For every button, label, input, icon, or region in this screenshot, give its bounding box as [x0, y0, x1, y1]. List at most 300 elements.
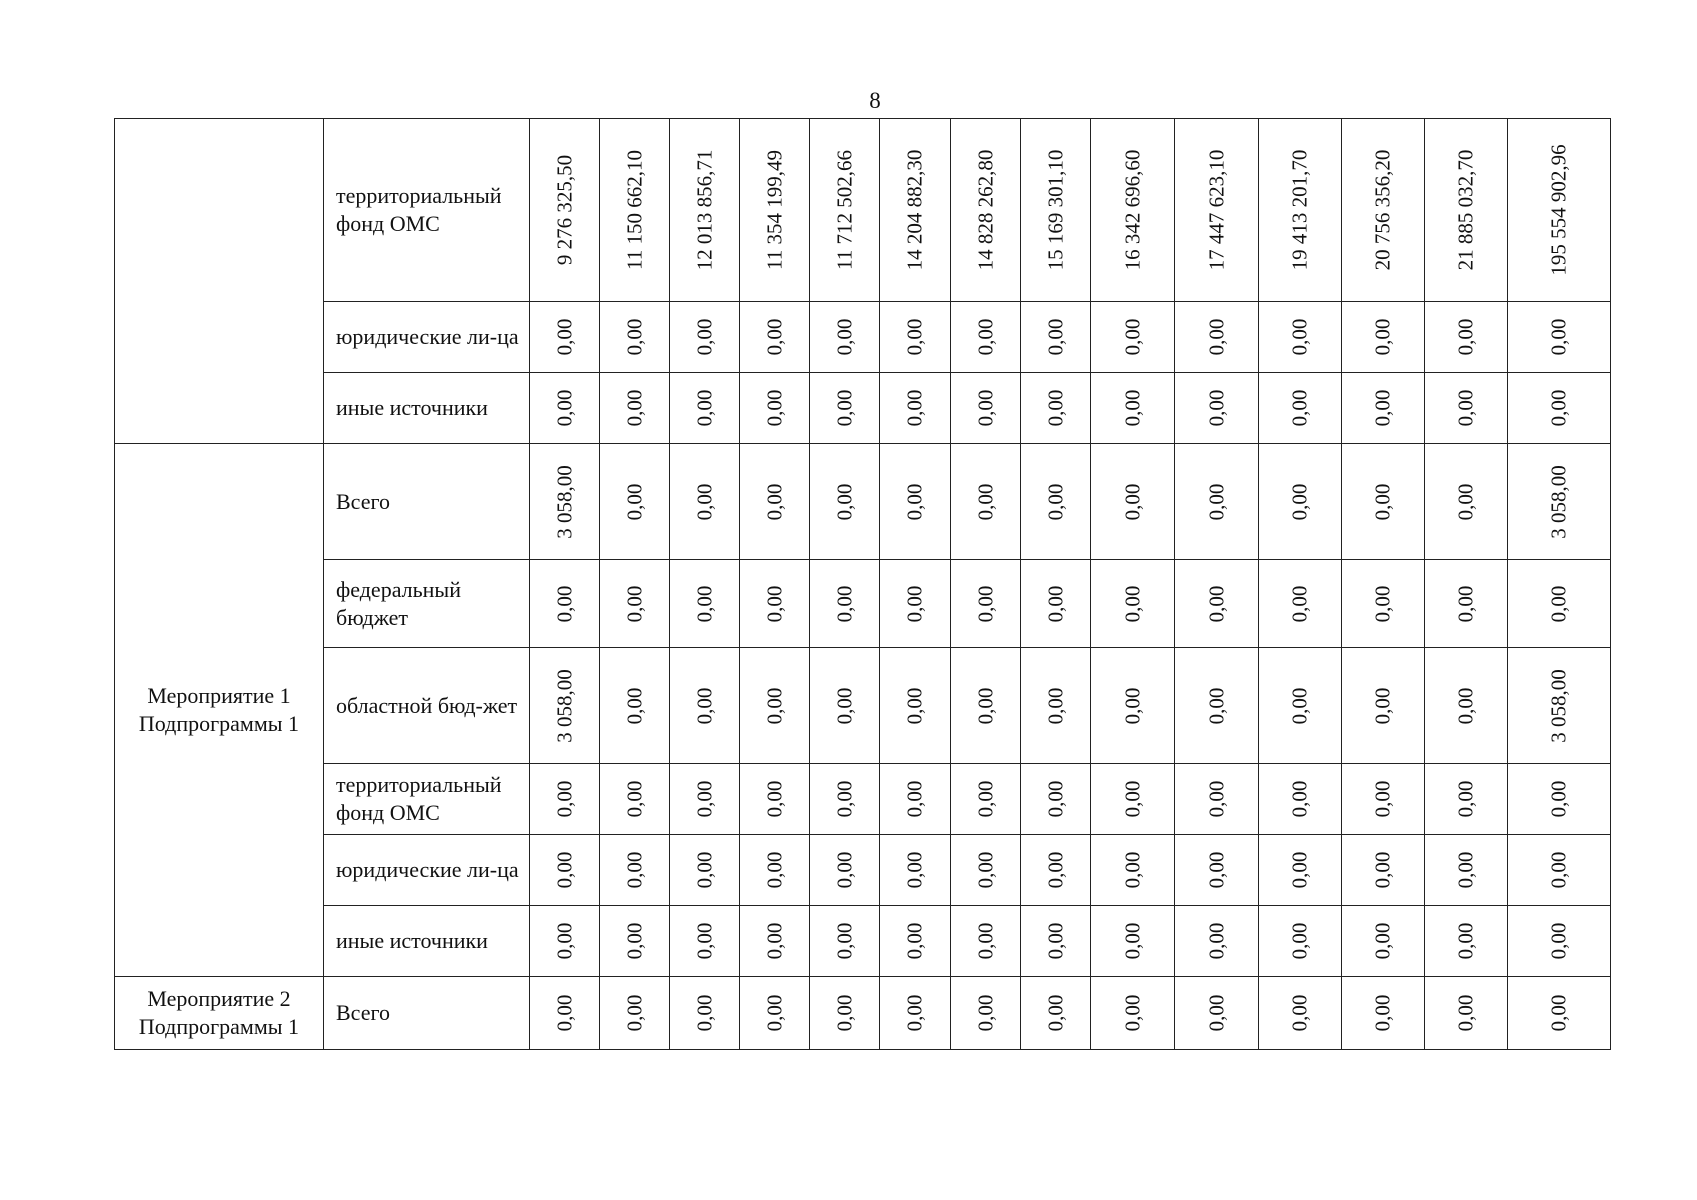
amount-cell — [1508, 648, 1611, 764]
amount-cell — [740, 835, 810, 906]
amount-value: 0,00 — [1546, 851, 1571, 889]
amount-cell — [740, 302, 810, 373]
amount-value: 0,00 — [692, 585, 716, 622]
amount-value: 0,00 — [1453, 483, 1478, 520]
amount-cell — [1425, 906, 1508, 977]
amount-cell — [1091, 444, 1175, 560]
amount-value: 0,00 — [973, 922, 997, 960]
amount-value: 0,00 — [1287, 687, 1312, 724]
amount-cell — [1021, 977, 1091, 1050]
amount-cell — [1259, 835, 1342, 906]
amount-value: 0,00 — [1120, 483, 1144, 520]
amount-value: 0,00 — [902, 922, 927, 960]
amount-cell — [951, 835, 1021, 906]
amount-value: 0,00 — [622, 994, 646, 1032]
amount-cell — [530, 906, 600, 977]
amount-cell — [740, 977, 810, 1050]
amount-cell — [951, 648, 1021, 764]
amount-value: 0,00 — [832, 585, 856, 622]
amount-value: 0,00 — [832, 922, 856, 960]
amount-value: 0,00 — [902, 687, 927, 724]
amount-value: 0,00 — [973, 483, 997, 520]
amount-cell — [530, 373, 600, 444]
amount-value: 0,00 — [1120, 687, 1144, 724]
amount-value: 0,00 — [762, 994, 786, 1032]
amount-cell — [1259, 302, 1342, 373]
amount-value: 12 013 856,71 — [692, 149, 716, 271]
amount-value: 0,00 — [1120, 389, 1144, 427]
amount-value: 0,00 — [552, 585, 576, 622]
amount-cell — [670, 444, 740, 560]
amount-value: 0,00 — [1370, 687, 1395, 724]
amount-value: 0,00 — [1120, 994, 1144, 1032]
amount-cell — [670, 906, 740, 977]
amount-value: 0,00 — [1453, 687, 1478, 724]
amount-cell — [1508, 835, 1611, 906]
amount-value: 0,00 — [832, 687, 856, 724]
amount-cell — [670, 835, 740, 906]
amount-cell — [1342, 119, 1425, 302]
amount-value: 0,00 — [552, 389, 576, 427]
amount-cell — [810, 560, 880, 648]
amount-value: 0,00 — [1204, 389, 1228, 427]
amount-cell — [600, 835, 670, 906]
amount-cell — [810, 444, 880, 560]
amount-cell — [1425, 302, 1508, 373]
amount-value: 0,00 — [973, 585, 997, 622]
amount-cell — [1259, 648, 1342, 764]
amount-cell — [880, 764, 951, 835]
amount-cell — [880, 648, 951, 764]
amount-value: 0,00 — [1546, 780, 1571, 818]
amount-value: 0,00 — [762, 389, 786, 427]
amount-cell — [1508, 119, 1611, 302]
table-row — [115, 560, 1611, 648]
amount-value: 0,00 — [832, 851, 856, 889]
event-name-cell — [115, 119, 324, 444]
amount-cell — [600, 906, 670, 977]
amount-cell — [880, 119, 951, 302]
funding-source-cell: иные источники — [324, 373, 530, 444]
amount-cell — [1508, 906, 1611, 977]
amount-cell — [1342, 560, 1425, 648]
amount-value: 0,00 — [762, 922, 786, 960]
amount-value: 0,00 — [902, 994, 927, 1032]
amount-cell — [1259, 906, 1342, 977]
amount-cell — [1021, 906, 1091, 977]
amount-cell — [1259, 977, 1342, 1050]
amount-value: 11 712 502,66 — [832, 150, 856, 270]
amount-value: 0,00 — [1370, 389, 1395, 427]
amount-cell — [1342, 373, 1425, 444]
amount-value: 11 354 199,49 — [762, 150, 786, 270]
amount-value: 0,00 — [1370, 585, 1395, 622]
amount-value: 0,00 — [1043, 994, 1067, 1032]
amount-cell — [951, 764, 1021, 835]
amount-cell — [1021, 835, 1091, 906]
amount-cell — [1342, 302, 1425, 373]
amount-value: 20 756 356,20 — [1370, 149, 1395, 271]
amount-value: 0,00 — [1453, 780, 1478, 818]
amount-cell — [670, 764, 740, 835]
table-row — [115, 119, 1611, 302]
amount-cell — [1259, 373, 1342, 444]
table-row — [115, 444, 1611, 560]
amount-cell — [880, 977, 951, 1050]
amount-cell — [740, 444, 810, 560]
amount-cell — [740, 648, 810, 764]
amount-value: 0,00 — [622, 585, 646, 622]
funding-source-cell: юридические ли-ца — [324, 835, 530, 906]
amount-value: 0,00 — [1546, 994, 1571, 1032]
amount-value: 0,00 — [762, 687, 786, 724]
amount-value: 0,00 — [622, 780, 646, 818]
amount-cell — [951, 373, 1021, 444]
amount-value: 0,00 — [902, 389, 927, 427]
amount-cell — [1091, 373, 1175, 444]
amount-value: 0,00 — [622, 687, 646, 724]
amount-cell — [530, 560, 600, 648]
amount-value: 0,00 — [832, 389, 856, 427]
page-number: 8 — [869, 88, 881, 113]
amount-cell — [670, 302, 740, 373]
amount-cell — [1175, 977, 1259, 1050]
amount-value: 0,00 — [1370, 318, 1395, 356]
amount-value: 0,00 — [1453, 994, 1478, 1032]
table-row — [115, 373, 1611, 444]
amount-value: 0,00 — [552, 318, 576, 356]
amount-value: 0,00 — [622, 851, 646, 889]
amount-value: 0,00 — [973, 994, 997, 1032]
amount-cell — [740, 373, 810, 444]
amount-cell — [951, 977, 1021, 1050]
funding-source-cell: областной бюд-жет — [324, 648, 530, 764]
amount-value: 11 150 662,10 — [622, 150, 646, 270]
amount-cell — [1508, 444, 1611, 560]
amount-cell — [530, 977, 600, 1050]
amount-cell — [670, 977, 740, 1050]
amount-value: 0,00 — [552, 922, 576, 960]
table-row — [115, 977, 1611, 1050]
amount-value: 195 554 902,96 — [1546, 144, 1571, 276]
amount-cell — [1175, 648, 1259, 764]
amount-value: 15 169 301,10 — [1043, 149, 1067, 271]
amount-cell — [670, 560, 740, 648]
amount-cell — [1342, 648, 1425, 764]
amount-value: 0,00 — [1370, 780, 1395, 818]
amount-value: 0,00 — [1546, 922, 1571, 960]
amount-value: 0,00 — [832, 780, 856, 818]
amount-cell — [1021, 373, 1091, 444]
amount-cell — [1342, 906, 1425, 977]
funding-source-cell: юридические ли-ца — [324, 302, 530, 373]
amount-cell — [810, 648, 880, 764]
amount-cell — [1342, 835, 1425, 906]
amount-cell — [810, 764, 880, 835]
amount-cell — [1091, 977, 1175, 1050]
amount-value: 0,00 — [1546, 585, 1571, 622]
funding-source-cell: Всего — [324, 444, 530, 560]
amount-cell — [1091, 648, 1175, 764]
event-name-cell: Мероприятие 2 Подпрограммы 1 — [115, 977, 324, 1050]
amount-value: 0,00 — [622, 389, 646, 427]
funding-source-cell: федеральный бюджет — [324, 560, 530, 648]
amount-cell — [740, 119, 810, 302]
amount-cell — [530, 119, 600, 302]
amount-cell — [530, 444, 600, 560]
amount-cell — [1425, 444, 1508, 560]
amount-cell — [600, 119, 670, 302]
amount-value: 0,00 — [1287, 851, 1312, 889]
amount-value: 9 276 325,50 — [552, 154, 576, 266]
amount-value: 0,00 — [1453, 585, 1478, 622]
amount-cell — [740, 560, 810, 648]
amount-value: 0,00 — [552, 780, 576, 818]
amount-value: 21 885 032,70 — [1453, 149, 1478, 271]
amount-value: 0,00 — [1546, 389, 1571, 427]
amount-value: 0,00 — [762, 780, 786, 818]
amount-value: 0,00 — [1453, 851, 1478, 889]
table-row — [115, 835, 1611, 906]
amount-cell — [880, 835, 951, 906]
amount-cell — [880, 444, 951, 560]
amount-value: 0,00 — [1204, 585, 1228, 622]
amount-value: 0,00 — [1043, 851, 1067, 889]
amount-cell — [1021, 560, 1091, 648]
amount-value: 0,00 — [1287, 922, 1312, 960]
amount-cell — [880, 373, 951, 444]
amount-cell — [1425, 560, 1508, 648]
amount-cell — [1342, 764, 1425, 835]
amount-value: 0,00 — [622, 922, 646, 960]
amount-cell — [600, 302, 670, 373]
amount-value: 14 204 882,30 — [902, 149, 927, 271]
amount-value: 0,00 — [1204, 851, 1228, 889]
amount-value: 0,00 — [1546, 318, 1571, 356]
amount-value: 0,00 — [622, 318, 646, 356]
amount-value: 0,00 — [1043, 780, 1067, 818]
amount-cell — [880, 906, 951, 977]
amount-value: 0,00 — [692, 851, 716, 889]
amount-value: 0,00 — [1043, 687, 1067, 724]
amount-value: 0,00 — [1043, 922, 1067, 960]
amount-value: 19 413 201,70 — [1287, 149, 1312, 271]
amount-cell — [810, 302, 880, 373]
funding-source-cell: иные источники — [324, 906, 530, 977]
amount-cell — [880, 302, 951, 373]
amount-cell — [810, 835, 880, 906]
amount-cell — [951, 444, 1021, 560]
amount-value: 0,00 — [692, 780, 716, 818]
amount-value: 0,00 — [1120, 851, 1144, 889]
amount-cell — [600, 444, 670, 560]
amount-value: 0,00 — [1204, 780, 1228, 818]
amount-cell — [1021, 764, 1091, 835]
amount-cell — [1091, 835, 1175, 906]
amount-cell — [1175, 373, 1259, 444]
amount-cell — [1259, 444, 1342, 560]
amount-value: 0,00 — [1120, 318, 1144, 356]
amount-cell — [1091, 764, 1175, 835]
table-row — [115, 906, 1611, 977]
amount-cell — [1175, 444, 1259, 560]
amount-value: 0,00 — [1204, 483, 1228, 520]
amount-value: 0,00 — [1204, 687, 1228, 724]
amount-value: 0,00 — [1370, 922, 1395, 960]
amount-cell — [600, 977, 670, 1050]
amount-cell — [951, 906, 1021, 977]
amount-value: 0,00 — [1370, 994, 1395, 1032]
amount-value: 0,00 — [762, 851, 786, 889]
amount-cell — [1021, 648, 1091, 764]
amount-value: 0,00 — [1120, 922, 1144, 960]
amount-value: 14 828 262,80 — [973, 149, 997, 271]
amount-cell — [530, 835, 600, 906]
amount-value: 0,00 — [692, 389, 716, 427]
amount-value: 0,00 — [902, 483, 927, 520]
amount-value: 0,00 — [1370, 851, 1395, 889]
amount-value: 0,00 — [902, 585, 927, 622]
amount-cell — [1175, 302, 1259, 373]
funding-source-cell: территориальный фонд ОМС — [324, 764, 530, 835]
amount-cell — [670, 119, 740, 302]
amount-value: 0,00 — [973, 318, 997, 356]
amount-value: 0,00 — [692, 922, 716, 960]
amount-value: 0,00 — [973, 687, 997, 724]
amount-value: 0,00 — [832, 318, 856, 356]
amount-cell — [951, 302, 1021, 373]
amount-value: 0,00 — [1287, 483, 1312, 520]
amount-value: 0,00 — [552, 851, 576, 889]
amount-cell — [1425, 977, 1508, 1050]
amount-cell — [1425, 835, 1508, 906]
amount-value: 3 058,00 — [552, 464, 576, 539]
amount-value: 0,00 — [1453, 389, 1478, 427]
amount-cell — [1175, 764, 1259, 835]
amount-cell — [1091, 560, 1175, 648]
amount-cell — [1342, 977, 1425, 1050]
amount-value: 0,00 — [692, 687, 716, 724]
amount-cell — [1508, 560, 1611, 648]
amount-value: 0,00 — [762, 483, 786, 520]
amount-value: 0,00 — [1287, 585, 1312, 622]
amount-cell — [1091, 302, 1175, 373]
amount-value: 0,00 — [1043, 483, 1067, 520]
amount-value: 0,00 — [973, 389, 997, 427]
amount-cell — [530, 764, 600, 835]
amount-value: 0,00 — [1287, 389, 1312, 427]
amount-cell — [530, 302, 600, 373]
amount-cell — [810, 977, 880, 1050]
amount-cell — [1259, 119, 1342, 302]
amount-value: 3 058,00 — [552, 668, 576, 743]
amount-cell — [1175, 835, 1259, 906]
amount-value: 0,00 — [1043, 585, 1067, 622]
amount-value: 0,00 — [1453, 922, 1478, 960]
amount-value: 0,00 — [692, 994, 716, 1032]
amount-value: 0,00 — [973, 851, 997, 889]
amount-cell — [951, 119, 1021, 302]
amount-cell — [951, 560, 1021, 648]
amount-cell — [670, 373, 740, 444]
amount-cell — [600, 648, 670, 764]
amount-value: 0,00 — [1043, 389, 1067, 427]
funding-table — [114, 118, 1611, 1050]
amount-cell — [1508, 373, 1611, 444]
amount-cell — [1259, 764, 1342, 835]
amount-value: 0,00 — [1453, 318, 1478, 356]
amount-value: 0,00 — [552, 994, 576, 1032]
amount-cell — [1175, 119, 1259, 302]
amount-value: 0,00 — [1120, 585, 1144, 622]
amount-value: 0,00 — [762, 318, 786, 356]
amount-cell — [600, 373, 670, 444]
amount-cell — [1508, 302, 1611, 373]
amount-value: 0,00 — [902, 318, 927, 356]
amount-cell — [1508, 977, 1611, 1050]
table-row — [115, 648, 1611, 764]
amount-value: 0,00 — [1204, 922, 1228, 960]
amount-cell — [1259, 560, 1342, 648]
amount-cell — [1508, 764, 1611, 835]
amount-value: 3 058,00 — [1546, 668, 1571, 743]
event-name-cell: Мероприятие 1 Подпрограммы 1 — [115, 444, 324, 977]
amount-cell — [1091, 119, 1175, 302]
amount-value: 16 342 696,60 — [1120, 149, 1144, 271]
amount-cell — [1425, 119, 1508, 302]
funding-source-cell: территориальный фонд ОМС — [324, 119, 530, 302]
amount-value: 0,00 — [902, 780, 927, 818]
amount-cell — [530, 648, 600, 764]
amount-cell — [810, 906, 880, 977]
amount-value: 0,00 — [692, 483, 716, 520]
amount-value: 0,00 — [1043, 318, 1067, 356]
amount-value: 0,00 — [832, 483, 856, 520]
amount-value: 0,00 — [1370, 483, 1395, 520]
amount-value: 0,00 — [1287, 780, 1312, 818]
amount-cell — [1425, 648, 1508, 764]
amount-value: 0,00 — [622, 483, 646, 520]
amount-value: 3 058,00 — [1546, 464, 1571, 539]
amount-value: 0,00 — [1287, 318, 1312, 356]
table-row — [115, 764, 1611, 835]
amount-cell — [1021, 302, 1091, 373]
amount-cell — [810, 119, 880, 302]
amount-value: 0,00 — [832, 994, 856, 1032]
amount-cell — [1425, 764, 1508, 835]
amount-value: 0,00 — [1204, 318, 1228, 356]
amount-value: 0,00 — [762, 585, 786, 622]
amount-cell — [810, 373, 880, 444]
amount-cell — [1425, 373, 1508, 444]
amount-cell — [1342, 444, 1425, 560]
amount-value: 0,00 — [1204, 994, 1228, 1032]
amount-value: 0,00 — [692, 318, 716, 356]
amount-cell — [1175, 560, 1259, 648]
amount-cell — [740, 906, 810, 977]
amount-value: 0,00 — [1120, 780, 1144, 818]
amount-cell — [600, 560, 670, 648]
amount-cell — [1175, 906, 1259, 977]
amount-cell — [740, 764, 810, 835]
amount-cell — [1021, 119, 1091, 302]
amount-value: 17 447 623,10 — [1204, 149, 1228, 271]
table-row — [115, 302, 1611, 373]
amount-value: 0,00 — [1287, 994, 1312, 1032]
amount-cell — [1091, 906, 1175, 977]
amount-value: 0,00 — [902, 851, 927, 889]
funding-source-cell: Всего — [324, 977, 530, 1050]
